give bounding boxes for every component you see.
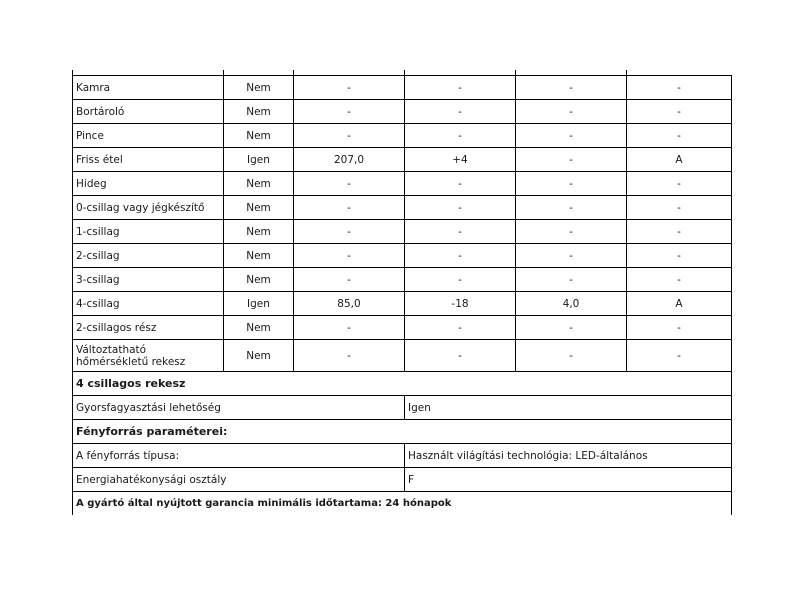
energy-class-value: F bbox=[405, 468, 732, 492]
compartment-present: Nem bbox=[224, 220, 294, 244]
table-row bbox=[73, 468, 732, 492]
compartment-present: Nem bbox=[224, 340, 294, 372]
compartment-freezing: - bbox=[516, 340, 627, 372]
compartment-temp: - bbox=[405, 340, 516, 372]
compartment-name: Friss étel bbox=[73, 148, 224, 172]
compartment-volume: - bbox=[294, 100, 405, 124]
compartment-volume: - bbox=[294, 172, 405, 196]
table-row bbox=[73, 172, 732, 196]
compartment-present: Igen bbox=[224, 292, 294, 316]
compartment-class: - bbox=[627, 100, 732, 124]
compartment-class: - bbox=[627, 316, 732, 340]
table-row bbox=[73, 76, 732, 100]
compartment-temp: - bbox=[405, 244, 516, 268]
compartment-class: A bbox=[627, 292, 732, 316]
fast-freeze-label: Gyorsfagyasztási lehetőség bbox=[73, 396, 405, 420]
section-title: Fényforrás paraméterei: bbox=[73, 420, 732, 444]
compartment-temp: - bbox=[405, 268, 516, 292]
compartment-volume: - bbox=[294, 220, 405, 244]
compartment-class: - bbox=[627, 268, 732, 292]
compartment-rows bbox=[73, 76, 732, 516]
compartment-present: Nem bbox=[224, 268, 294, 292]
compartment-temp: -18 bbox=[405, 292, 516, 316]
table-row bbox=[73, 340, 732, 372]
compartment-name: 1-csillag bbox=[73, 220, 224, 244]
compartment-freezing: - bbox=[516, 316, 627, 340]
compartment-class: - bbox=[627, 124, 732, 148]
compartment-temp: - bbox=[405, 196, 516, 220]
warranty-text: A gyártó által nyújtott garancia minimális időtartama: 24 hónapok bbox=[73, 492, 732, 516]
compartment-temp: - bbox=[405, 172, 516, 196]
compartment-freezing: - bbox=[516, 196, 627, 220]
document-page bbox=[72, 75, 731, 515]
compartment-freezing: - bbox=[516, 100, 627, 124]
compartment-name: Bortároló bbox=[73, 100, 224, 124]
compartment-name: Pince bbox=[73, 124, 224, 148]
compartment-freezing: - bbox=[516, 268, 627, 292]
table-row bbox=[73, 316, 732, 340]
compartment-freezing: - bbox=[516, 220, 627, 244]
compartment-class: - bbox=[627, 196, 732, 220]
compartment-class: - bbox=[627, 340, 732, 372]
compartment-name: 4-csillag bbox=[73, 292, 224, 316]
table-row bbox=[73, 196, 732, 220]
table-row bbox=[73, 220, 732, 244]
compartment-temp: - bbox=[405, 76, 516, 100]
compartment-present: Nem bbox=[224, 316, 294, 340]
compartment-temp: +4 bbox=[405, 148, 516, 172]
compartment-freezing: - bbox=[516, 124, 627, 148]
compartment-class: - bbox=[627, 172, 732, 196]
table-row bbox=[73, 124, 732, 148]
compartment-volume: - bbox=[294, 196, 405, 220]
compartment-volume: - bbox=[294, 244, 405, 268]
compartment-volume: - bbox=[294, 268, 405, 292]
compartment-present: Nem bbox=[224, 124, 294, 148]
table-row bbox=[73, 444, 732, 468]
compartment-volume: - bbox=[294, 76, 405, 100]
compartment-present: Nem bbox=[224, 100, 294, 124]
table-row bbox=[73, 396, 732, 420]
compartment-volume: 207,0 bbox=[294, 148, 405, 172]
energy-class-label: Energiahatékonysági osztály bbox=[73, 468, 405, 492]
compartment-class: - bbox=[627, 76, 732, 100]
compartment-volume: - bbox=[294, 316, 405, 340]
compartment-class: - bbox=[627, 220, 732, 244]
compartment-name: 3-csillag bbox=[73, 268, 224, 292]
table-row bbox=[73, 268, 732, 292]
compartment-present: Nem bbox=[224, 172, 294, 196]
compartment-volume: - bbox=[294, 340, 405, 372]
compartment-class: - bbox=[627, 244, 732, 268]
compartment-volume: 85,0 bbox=[294, 292, 405, 316]
compartment-name: Kamra bbox=[73, 76, 224, 100]
compartment-name: 2-csillagos rész bbox=[73, 316, 224, 340]
compartment-present: Nem bbox=[224, 244, 294, 268]
compartment-temp: - bbox=[405, 220, 516, 244]
fast-freeze-value: Igen bbox=[405, 396, 732, 420]
section-header-4star bbox=[73, 372, 732, 396]
table-row bbox=[73, 148, 732, 172]
compartment-freezing: - bbox=[516, 76, 627, 100]
compartment-name: 0-csillag vagy jégkészítő bbox=[73, 196, 224, 220]
table-row bbox=[73, 244, 732, 268]
compartment-freezing: 4,0 bbox=[516, 292, 627, 316]
compartment-present: Nem bbox=[224, 76, 294, 100]
compartment-name: Hideg bbox=[73, 172, 224, 196]
light-type-value: Használt világítási technológia: LED-általános bbox=[405, 444, 732, 468]
compartment-present: Nem bbox=[224, 196, 294, 220]
compartment-class: A bbox=[627, 148, 732, 172]
compartment-freezing: - bbox=[516, 244, 627, 268]
compartment-freezing: - bbox=[516, 148, 627, 172]
compartment-freezing: - bbox=[516, 172, 627, 196]
compartment-temp: - bbox=[405, 124, 516, 148]
compartment-name: Változtatható hőmérsékletű rekesz bbox=[73, 340, 224, 372]
compartment-name: 2-csillag bbox=[73, 244, 224, 268]
warranty-row bbox=[73, 492, 732, 516]
compartment-temp: - bbox=[405, 316, 516, 340]
light-type-label: A fényforrás típusa: bbox=[73, 444, 405, 468]
section-header-light bbox=[73, 420, 732, 444]
table-row bbox=[73, 100, 732, 124]
compartment-temp: - bbox=[405, 100, 516, 124]
compartment-present: Igen bbox=[224, 148, 294, 172]
table-row bbox=[73, 292, 732, 316]
compartment-table bbox=[72, 75, 732, 515]
section-title: 4 csillagos rekesz bbox=[73, 372, 732, 396]
compartment-volume: - bbox=[294, 124, 405, 148]
